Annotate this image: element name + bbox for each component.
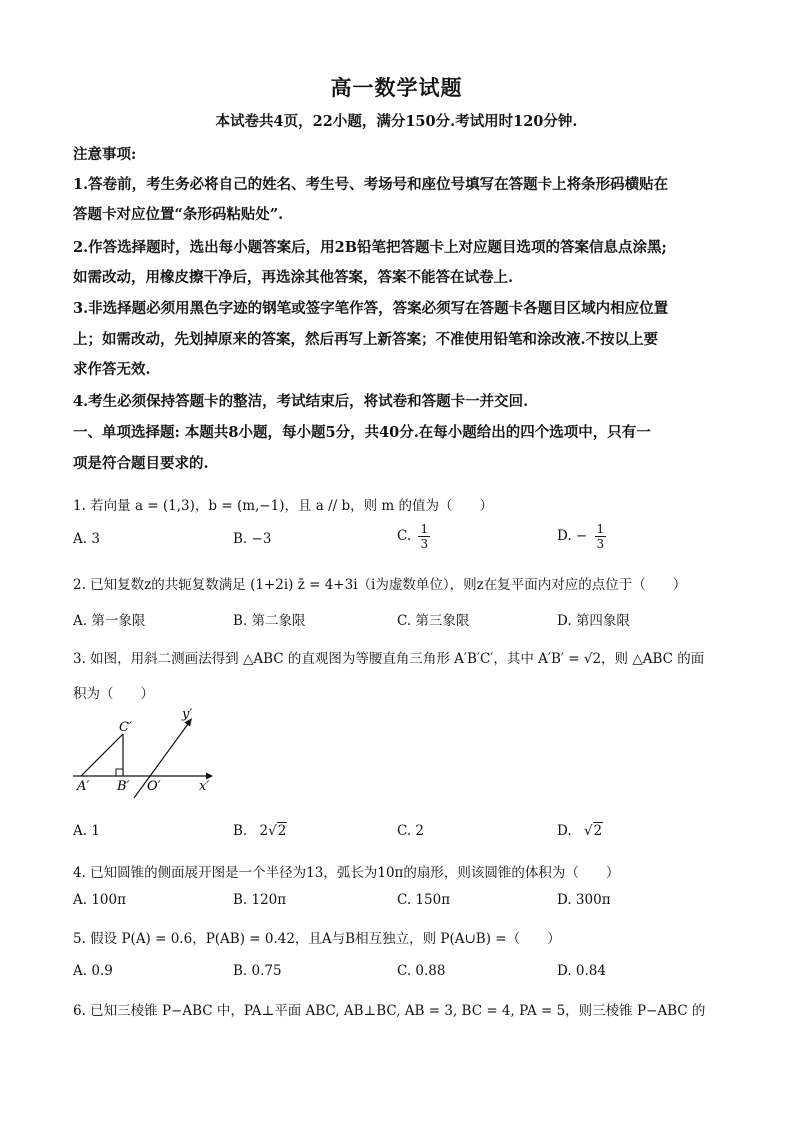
- q3-option-b-radicand: 2: [277, 823, 287, 839]
- notice-heading: 注意事项:: [73, 146, 137, 163]
- q1-option-d-label: D. −: [557, 528, 588, 544]
- q3-option-b: [233, 823, 287, 839]
- q3-option-d: [557, 823, 603, 839]
- q3-option-b-label: B.: [233, 823, 248, 839]
- q1-option-d: [557, 522, 606, 551]
- notice-line-1: 1.答卷前，考生务必将自己的姓名、考生号、考场号和座位号填写在答题卡上将条形码横贴在: [73, 176, 669, 193]
- question-6-text: 6. 已知三棱锥 P−ABC 中，PA⊥平面 ABC, AB⊥BC, AB = 3, BC = 4, PA = 5，则三棱锥 P−ABC 的: [73, 1003, 706, 1019]
- q1-option-d-fraction: [595, 522, 607, 551]
- triangle-hypotenuse: [81, 734, 123, 776]
- q4-option-c: C. 150π: [397, 892, 451, 908]
- q3-option-a: A. 1: [73, 823, 100, 839]
- q3-figure: [68, 708, 228, 798]
- label-o-prime: O′: [147, 779, 161, 794]
- q3-option-d-label: D.: [557, 823, 572, 839]
- question-3-text-line-2: 积为（ ）: [73, 686, 154, 702]
- notice-line-3: 2.作答选择题时，选出每小题答案后，用2B铅笔把答题卡上对应题目选项的答案信息点涂黑;: [73, 239, 667, 256]
- label-x-prime: x′: [199, 779, 210, 794]
- q1-option-c: [397, 522, 430, 551]
- notice-line-7: 求作答无效.: [73, 361, 151, 378]
- q1-option-c-numerator: 1: [420, 522, 429, 536]
- q4-option-d: D. 300π: [557, 892, 611, 908]
- right-angle-mark: [116, 769, 123, 776]
- q2-option-c: C. 第三象限: [397, 613, 470, 629]
- q2-option-d: D. 第四象限: [557, 613, 630, 629]
- q5-option-a: A. 0.9: [73, 963, 113, 979]
- section-heading-line-2: 项是符合题目要求的.: [73, 455, 209, 472]
- q5-option-b: B. 0.75: [233, 963, 282, 979]
- q2-option-b: B. 第二象限: [233, 613, 306, 629]
- q1-option-c-label: C.: [397, 528, 412, 544]
- question-5-text: 5. 假设 P(A) = 0.6，P(AB) = 0.42，且A与B相互独立，则 P(A∪B) =（ ）: [73, 931, 561, 947]
- q1-option-b: B. −3: [233, 531, 272, 547]
- q5-option-d: D. 0.84: [557, 963, 606, 979]
- y-axis: [134, 724, 188, 798]
- q1-option-c-fraction: [418, 522, 430, 551]
- notice-line-6: 上；如需改动，先划掉原来的答案，然后再写上新答案；不准使用铅笔和涂改液.不按以上要: [73, 331, 659, 348]
- q1-option-c-denominator: 3: [420, 537, 429, 551]
- exam-info: 本试卷共4页，22小题，满分150分.考试用时120分钟.: [215, 113, 578, 130]
- q3-option-c: C. 2: [397, 823, 425, 839]
- label-c-prime: C′: [119, 720, 132, 735]
- q3-option-d-sqrt: √2: [583, 823, 603, 839]
- notice-line-5: 3.非选择题必须用黑色字迹的钢笔或签字笔作答，答案必须写在答题卡各题目区域内相应位置: [73, 300, 669, 317]
- q3-option-b-sqrt: √2: [268, 823, 287, 839]
- notice-line-2: 答题卡对应位置“条形码粘贴处”.: [73, 206, 284, 223]
- q1-option-d-numerator: 1: [596, 522, 605, 536]
- q3-option-d-radicand: 2: [593, 823, 603, 839]
- label-y-prime: y′: [182, 708, 193, 722]
- q4-option-a: A. 100π: [73, 892, 126, 908]
- q1-option-a: A. 3: [73, 531, 100, 547]
- q2-option-a: A. 第一象限: [73, 613, 146, 629]
- q4-option-b: B. 120π: [233, 892, 287, 908]
- question-3-text-line-1: 3. 如图，用斜二测画法得到 △ABC 的直观图为等腰直角三角形 A′B′C′，其中 A′B′ = √2，则 △ABC 的面: [73, 651, 705, 667]
- notice-line-8: 4.考生必须保持答题卡的整洁，考试结束后，将试卷和答题卡一并交回.: [73, 393, 529, 410]
- question-4-text: 4. 已知圆锥的侧面展开图是一个半径为13，弧长为10π的扇形，则该圆锥的体积为（ ）: [73, 865, 620, 881]
- label-a-prime: A′: [77, 779, 90, 794]
- question-1-text: 1. 若向量 a = (1,3)，b = (m,−1)，且 a // b，则 m 的值为（ ）: [73, 498, 494, 514]
- q5-option-c: C. 0.88: [397, 963, 446, 979]
- q3-option-b-coefficient: 2: [259, 823, 269, 839]
- q1-option-d-denominator: 3: [596, 537, 605, 551]
- question-2-text: 2. 已知复数z的共轭复数满足 (1+2i) z̄ = 4+3i（i为虚数单位），则z在复平面内对应的点位于（ ）: [73, 577, 687, 593]
- section-heading-line-1: 一、单项选择题: 本题共8小题，每小题5分，共40分.在每小题给出的四个选项中，只有一: [73, 424, 651, 441]
- notice-line-4: 如需改动，用橡皮擦干净后，再选涂其他答案，答案不能答在试卷上.: [73, 269, 514, 286]
- page-title: 高一数学试题: [330, 75, 463, 100]
- label-b-prime: B′: [117, 779, 130, 794]
